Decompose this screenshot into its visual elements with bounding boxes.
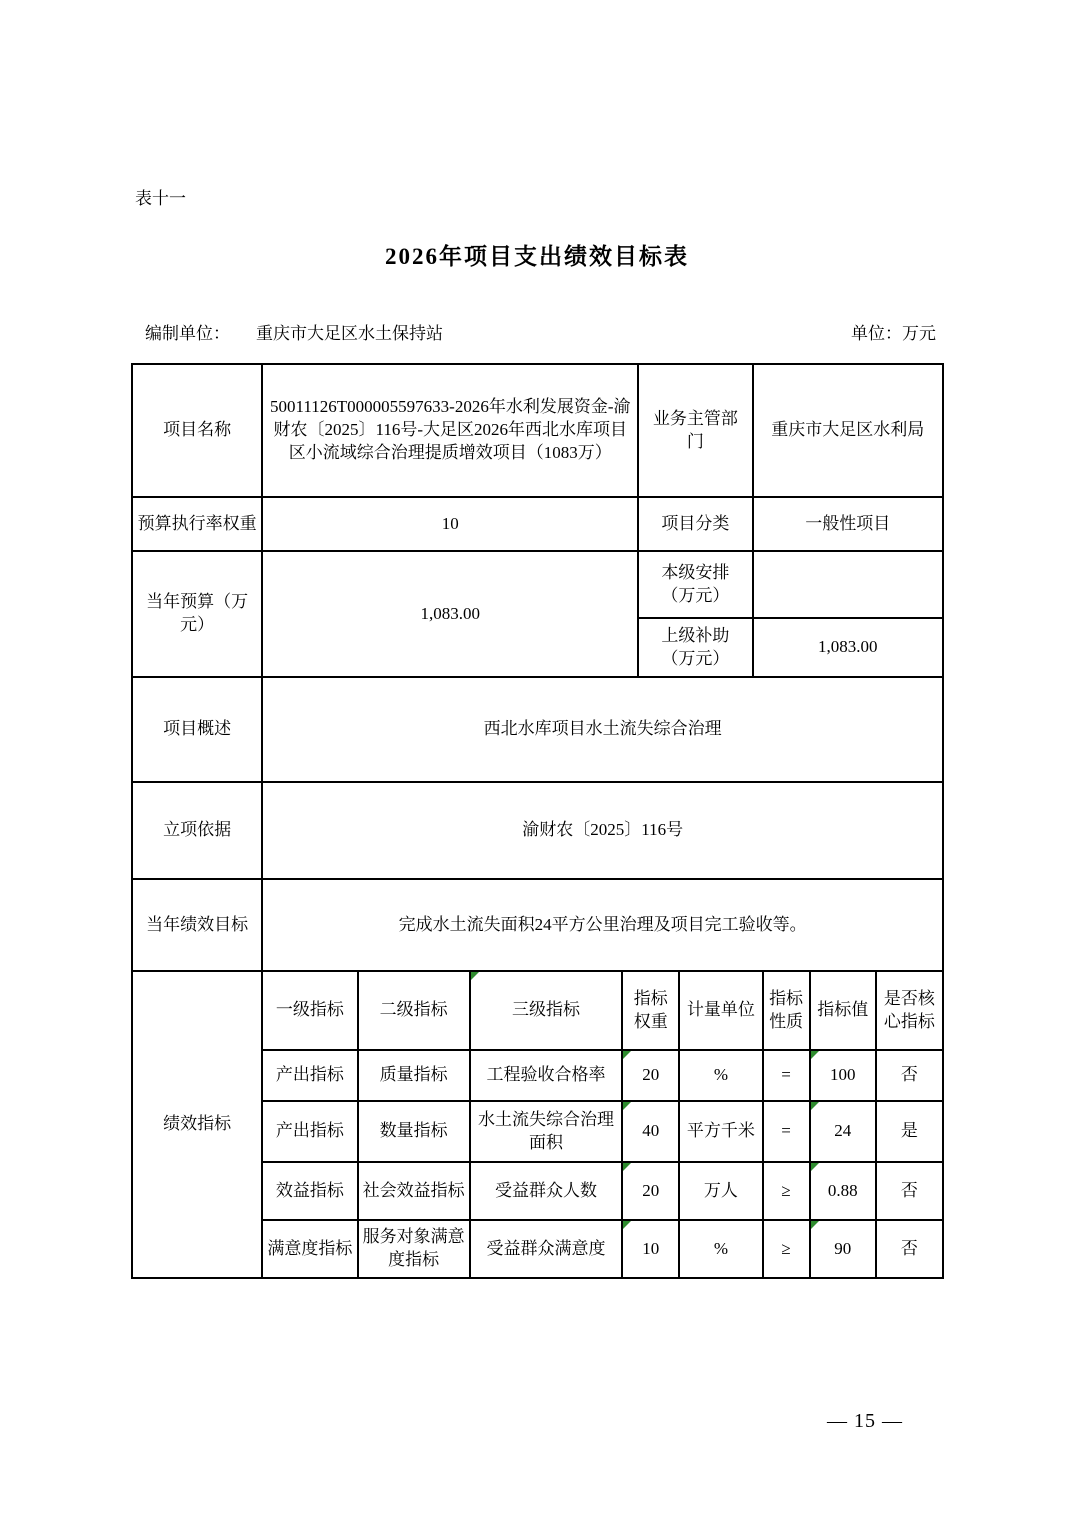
table-row [132,551,943,618]
superior-subsidy-value: 1,083.00 [753,618,944,677]
goal-value: 完成水土流失面积24平方公里治理及项目完工验收等。 [262,879,943,971]
indicators-section-label: 绩效指标 [132,971,262,1278]
indicator-unit: 万人 [679,1162,762,1220]
indicator-core: 否 [876,1162,943,1220]
indicator-value: 24 [810,1101,876,1162]
indicator-level3: 水土流失综合治理面积 [470,1101,622,1162]
basis-label: 立项依据 [132,782,262,879]
table-row [132,677,943,782]
project-name-label: 项目名称 [132,364,262,497]
page-title: 2026年项目支出绩效目标表 [385,244,689,269]
header-weight: 指标权重 [622,971,679,1050]
indicator-value: 90 [810,1220,876,1278]
indicator-level1: 产出指标 [262,1101,357,1162]
indicator-level3: 受益群众满意度 [470,1220,622,1278]
performance-target-table [131,363,944,1279]
category-label: 项目分类 [638,497,752,551]
indicator-weight: 20 [622,1162,679,1220]
goal-label: 当年绩效目标 [132,879,262,971]
header-level1: 一级指标 [262,971,357,1050]
meta-row [145,319,936,344]
indicator-unit: % [679,1050,762,1101]
indicator-nature: ≥ [763,1162,810,1220]
superior-subsidy-label: 上级补助（万元） [638,618,752,677]
indicator-unit: 平方千米 [679,1101,762,1162]
category-value: 一般性项目 [753,497,944,551]
indicator-core: 否 [876,1050,943,1101]
page-number: — 15 — [827,1410,903,1432]
indicator-header-row [132,971,943,1050]
indicator-level3: 受益群众人数 [470,1162,622,1220]
project-name-value: 50011126T000005597633-2026年水利发展资金-渝财农〔2025〕116号-大足区2026年西北水库项目区小流域综合治理提质增效项目（1083万） [262,364,638,497]
indicator-level2: 数量指标 [358,1101,470,1162]
indicator-level1: 产出指标 [262,1050,357,1101]
header-core: 是否核心指标 [876,971,943,1050]
indicator-core: 否 [876,1220,943,1278]
indicator-level2: 服务对象满意度指标 [358,1220,470,1278]
budget-rate-label: 预算执行率权重 [132,497,262,551]
overview-value: 西北水库项目水土流失综合治理 [262,677,943,782]
header-nature: 指标性质 [763,971,810,1050]
indicator-weight: 40 [622,1101,679,1162]
dept-label: 业务主管部门 [638,364,752,497]
header-level2: 二级指标 [358,971,470,1050]
table-number-label: 表十一 [135,189,186,208]
indicator-level3: 工程验收合格率 [470,1050,622,1101]
indicator-nature: = [763,1050,810,1101]
prepared-by-value: 重庆市大足区水土保持站 [256,324,443,343]
local-arrangement-value [753,551,944,618]
local-arrangement-label: 本级安排（万元） [638,551,752,618]
indicator-value: 0.88 [810,1162,876,1220]
header-level3: 三级指标 [470,971,622,1050]
indicator-value: 100 [810,1050,876,1101]
table-row [132,782,943,879]
indicator-level1: 满意度指标 [262,1220,357,1278]
indicator-weight: 10 [622,1220,679,1278]
indicator-nature: = [763,1101,810,1162]
table-row [132,364,943,497]
prepared-by [145,319,443,344]
annual-budget-label: 当年预算（万元） [132,551,262,677]
indicator-level2: 社会效益指标 [358,1162,470,1220]
header-unit: 计量单位 [679,971,762,1050]
indicator-level2: 质量指标 [358,1050,470,1101]
indicator-unit: % [679,1220,762,1278]
header-value: 指标值 [810,971,876,1050]
annual-budget-value: 1,083.00 [262,551,638,677]
budget-rate-value: 10 [262,497,638,551]
basis-value: 渝财农〔2025〕116号 [262,782,943,879]
prepared-by-label: 编制单位： [145,324,230,343]
dept-value: 重庆市大足区水利局 [753,364,944,497]
indicator-nature: ≥ [763,1220,810,1278]
indicator-level1: 效益指标 [262,1162,357,1220]
table-row [132,879,943,971]
indicator-weight: 20 [622,1050,679,1101]
table-row [132,497,943,551]
indicator-core: 是 [876,1101,943,1162]
unit-label: 单位：万元 [851,324,936,343]
overview-label: 项目概述 [132,677,262,782]
